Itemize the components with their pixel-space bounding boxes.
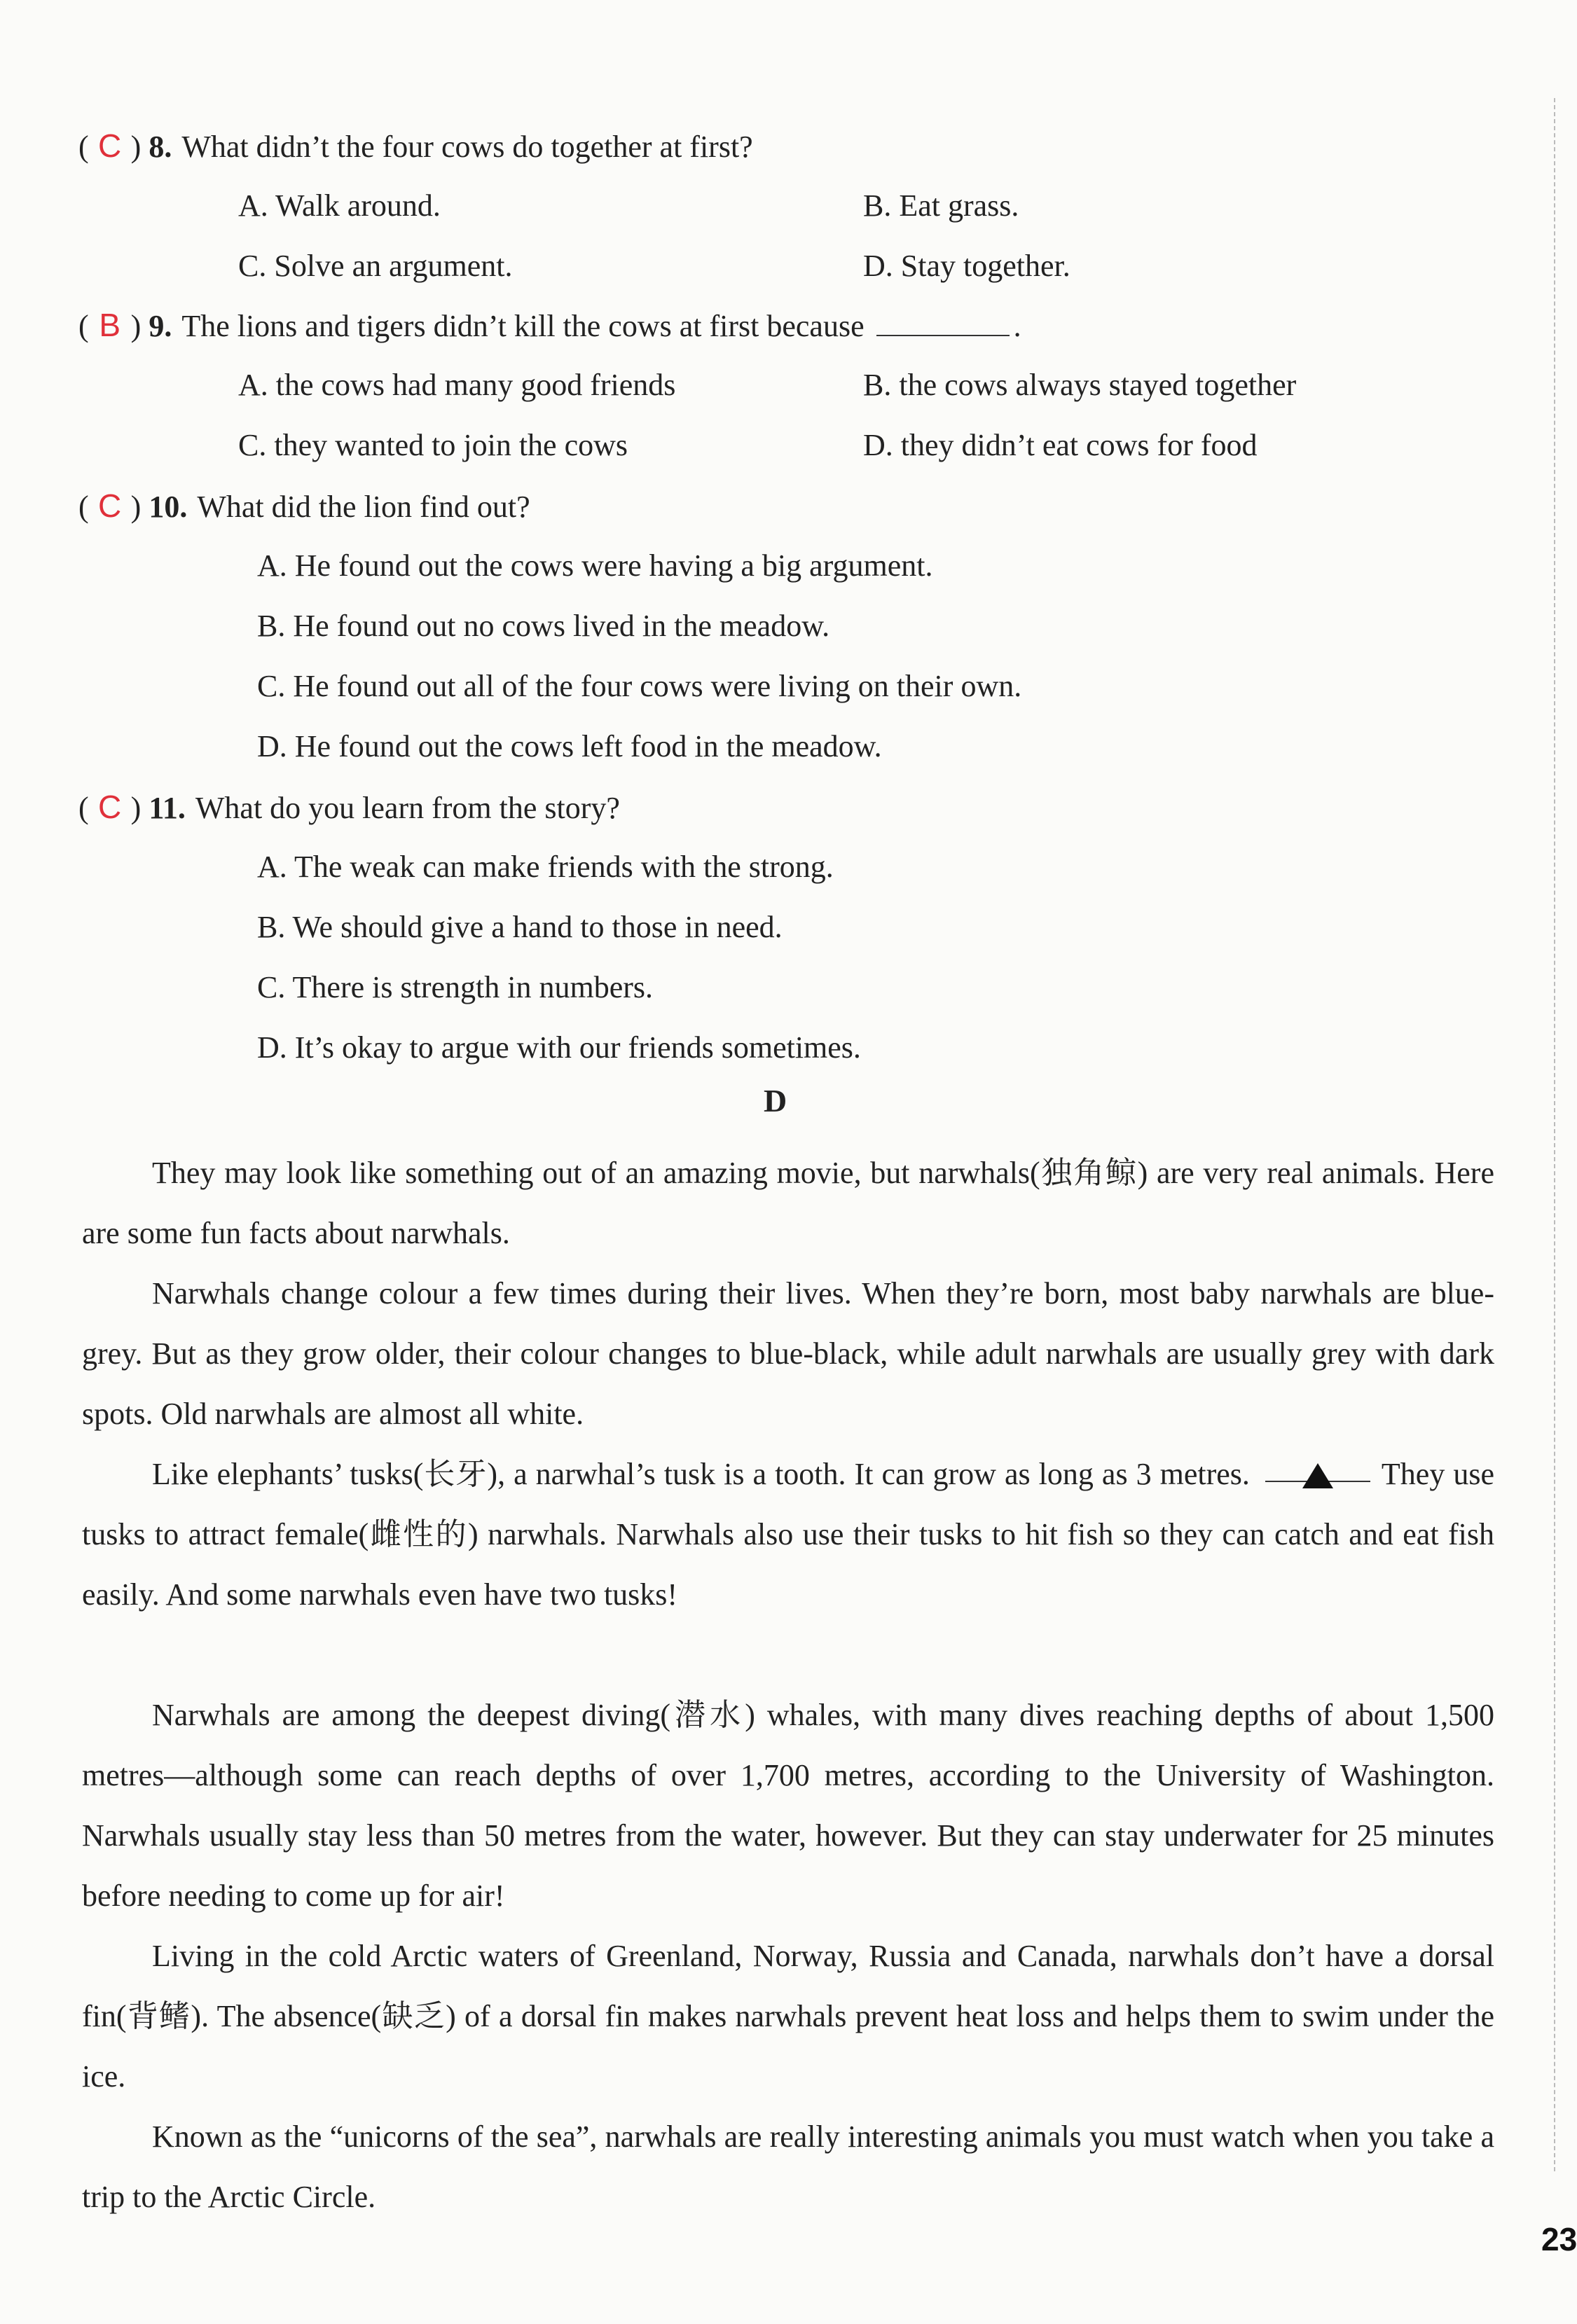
question-text: What didn’t the four cows do together at first? (181, 130, 753, 164)
triangle-icon (1302, 1463, 1333, 1488)
paren-close: ) (130, 490, 142, 524)
option-11b: B. We should give a hand to those in need. (257, 910, 783, 944)
question-10 (78, 486, 530, 527)
option-10a: A. He found out the cows were having a big argument. (257, 548, 933, 583)
answer-10: C (98, 487, 122, 524)
passage-paragraph-1: They may look like something out of an amazing movie, but narwhals(独角鲸) are very real animals. Here are some fun facts about narwhals. (82, 1156, 1494, 1250)
passage-paragraph-5: Living in the cold Arctic waters of Greenland, Norway, Russia and Canada, narwhals don’t have a dorsal fin(背鳍). The absence(缺乏) of a dorsal fin makes narwhals prevent heat loss and helps them to swim under the ice. (82, 1939, 1494, 2094)
option-9b: B. the cows always stayed together (863, 368, 1297, 402)
option-9a: A. the cows had many good friends (238, 368, 676, 402)
question-11 (78, 787, 620, 828)
question-text: The lions and tigers didn’t kill the cows at first because (181, 309, 865, 343)
page-number: 23 (1541, 2221, 1577, 2257)
option-10c: C. He found out all of the four cows were living on their own. (257, 669, 1022, 703)
question-number: 8. (149, 130, 172, 164)
answer-blank (876, 307, 1010, 336)
question-9 (78, 305, 1021, 346)
passage-paragraph-6: Known as the “unicorns of the sea”, narwhals are really interesting animals you must watch when you take a trip to the Arctic Circle. (82, 2119, 1494, 2214)
option-8b: B. Eat grass. (863, 188, 1019, 223)
option-8c: C. Solve an argument. (238, 249, 513, 283)
question-8 (78, 126, 753, 167)
answer-9: B (99, 307, 120, 343)
option-9c: C. they wanted to join the cows (238, 428, 628, 462)
option-11d: D. It’s okay to argue with our friends sometimes. (257, 1030, 861, 1065)
passage-paragraph-2: Narwhals change colour a few times during their lives. When they’re born, most baby narwhals are blue-grey. But as they grow older, their colour changes to blue-black, while adult narwhals are usually grey with dark spots. Old narwhals are almost all white. (82, 1276, 1494, 1431)
question-text: What did the lion find out? (197, 490, 530, 524)
section-heading: D (764, 1083, 787, 1119)
question-text-end: . (1013, 309, 1021, 343)
answer-8: C (98, 127, 122, 164)
option-8d: D. Stay together. (863, 249, 1070, 283)
answer-11: C (98, 789, 122, 825)
option-11c: C. There is strength in numbers. (257, 970, 653, 1004)
paren-open: ( (78, 309, 89, 343)
question-number: 9. (149, 309, 172, 343)
triangle-blank (1265, 1448, 1370, 1482)
option-9d: D. they didn’t eat cows for food (863, 428, 1258, 462)
passage-paragraph-3: Like elephants’ tusks(长牙), a narwhal’s tusk is a tooth. It can grow as long as 3 metres. They use tusks to attract female(雌性的) narwhals. Narwhals also use their tusks to hit fish so they can catch and eat fish easily. And some narwhals even have two tusks! (82, 1444, 1494, 1625)
paren-open: ( (78, 490, 89, 524)
question-number: 10. (149, 490, 188, 524)
paren-close: ) (130, 791, 142, 825)
passage-paragraph-4: Narwhals are among the deepest diving(潜水) whales, with many dives reaching depths of about 1,500 metres—although some can reach depths of over 1,700 metres, according to the University of Washington. Narwhals usually stay less than 50 metres from the water, however. But they can stay underwater for 25 minutes before needing to come up for air! (82, 1698, 1494, 1913)
page-edge-rule (1554, 98, 1555, 2171)
option-10b: B. He found out no cows lived in the meadow. (257, 609, 830, 643)
paren-open: ( (78, 130, 89, 164)
question-text: What do you learn from the story? (195, 791, 620, 825)
paren-close: ) (130, 309, 142, 343)
question-number: 11. (149, 791, 186, 825)
option-8a: A. Walk around. (238, 188, 441, 223)
option-10d: D. He found out the cows left food in the meadow. (257, 729, 882, 763)
option-11a: A. The weak can make friends with the strong. (257, 850, 834, 884)
paren-open: ( (78, 791, 89, 825)
paren-close: ) (130, 130, 142, 164)
